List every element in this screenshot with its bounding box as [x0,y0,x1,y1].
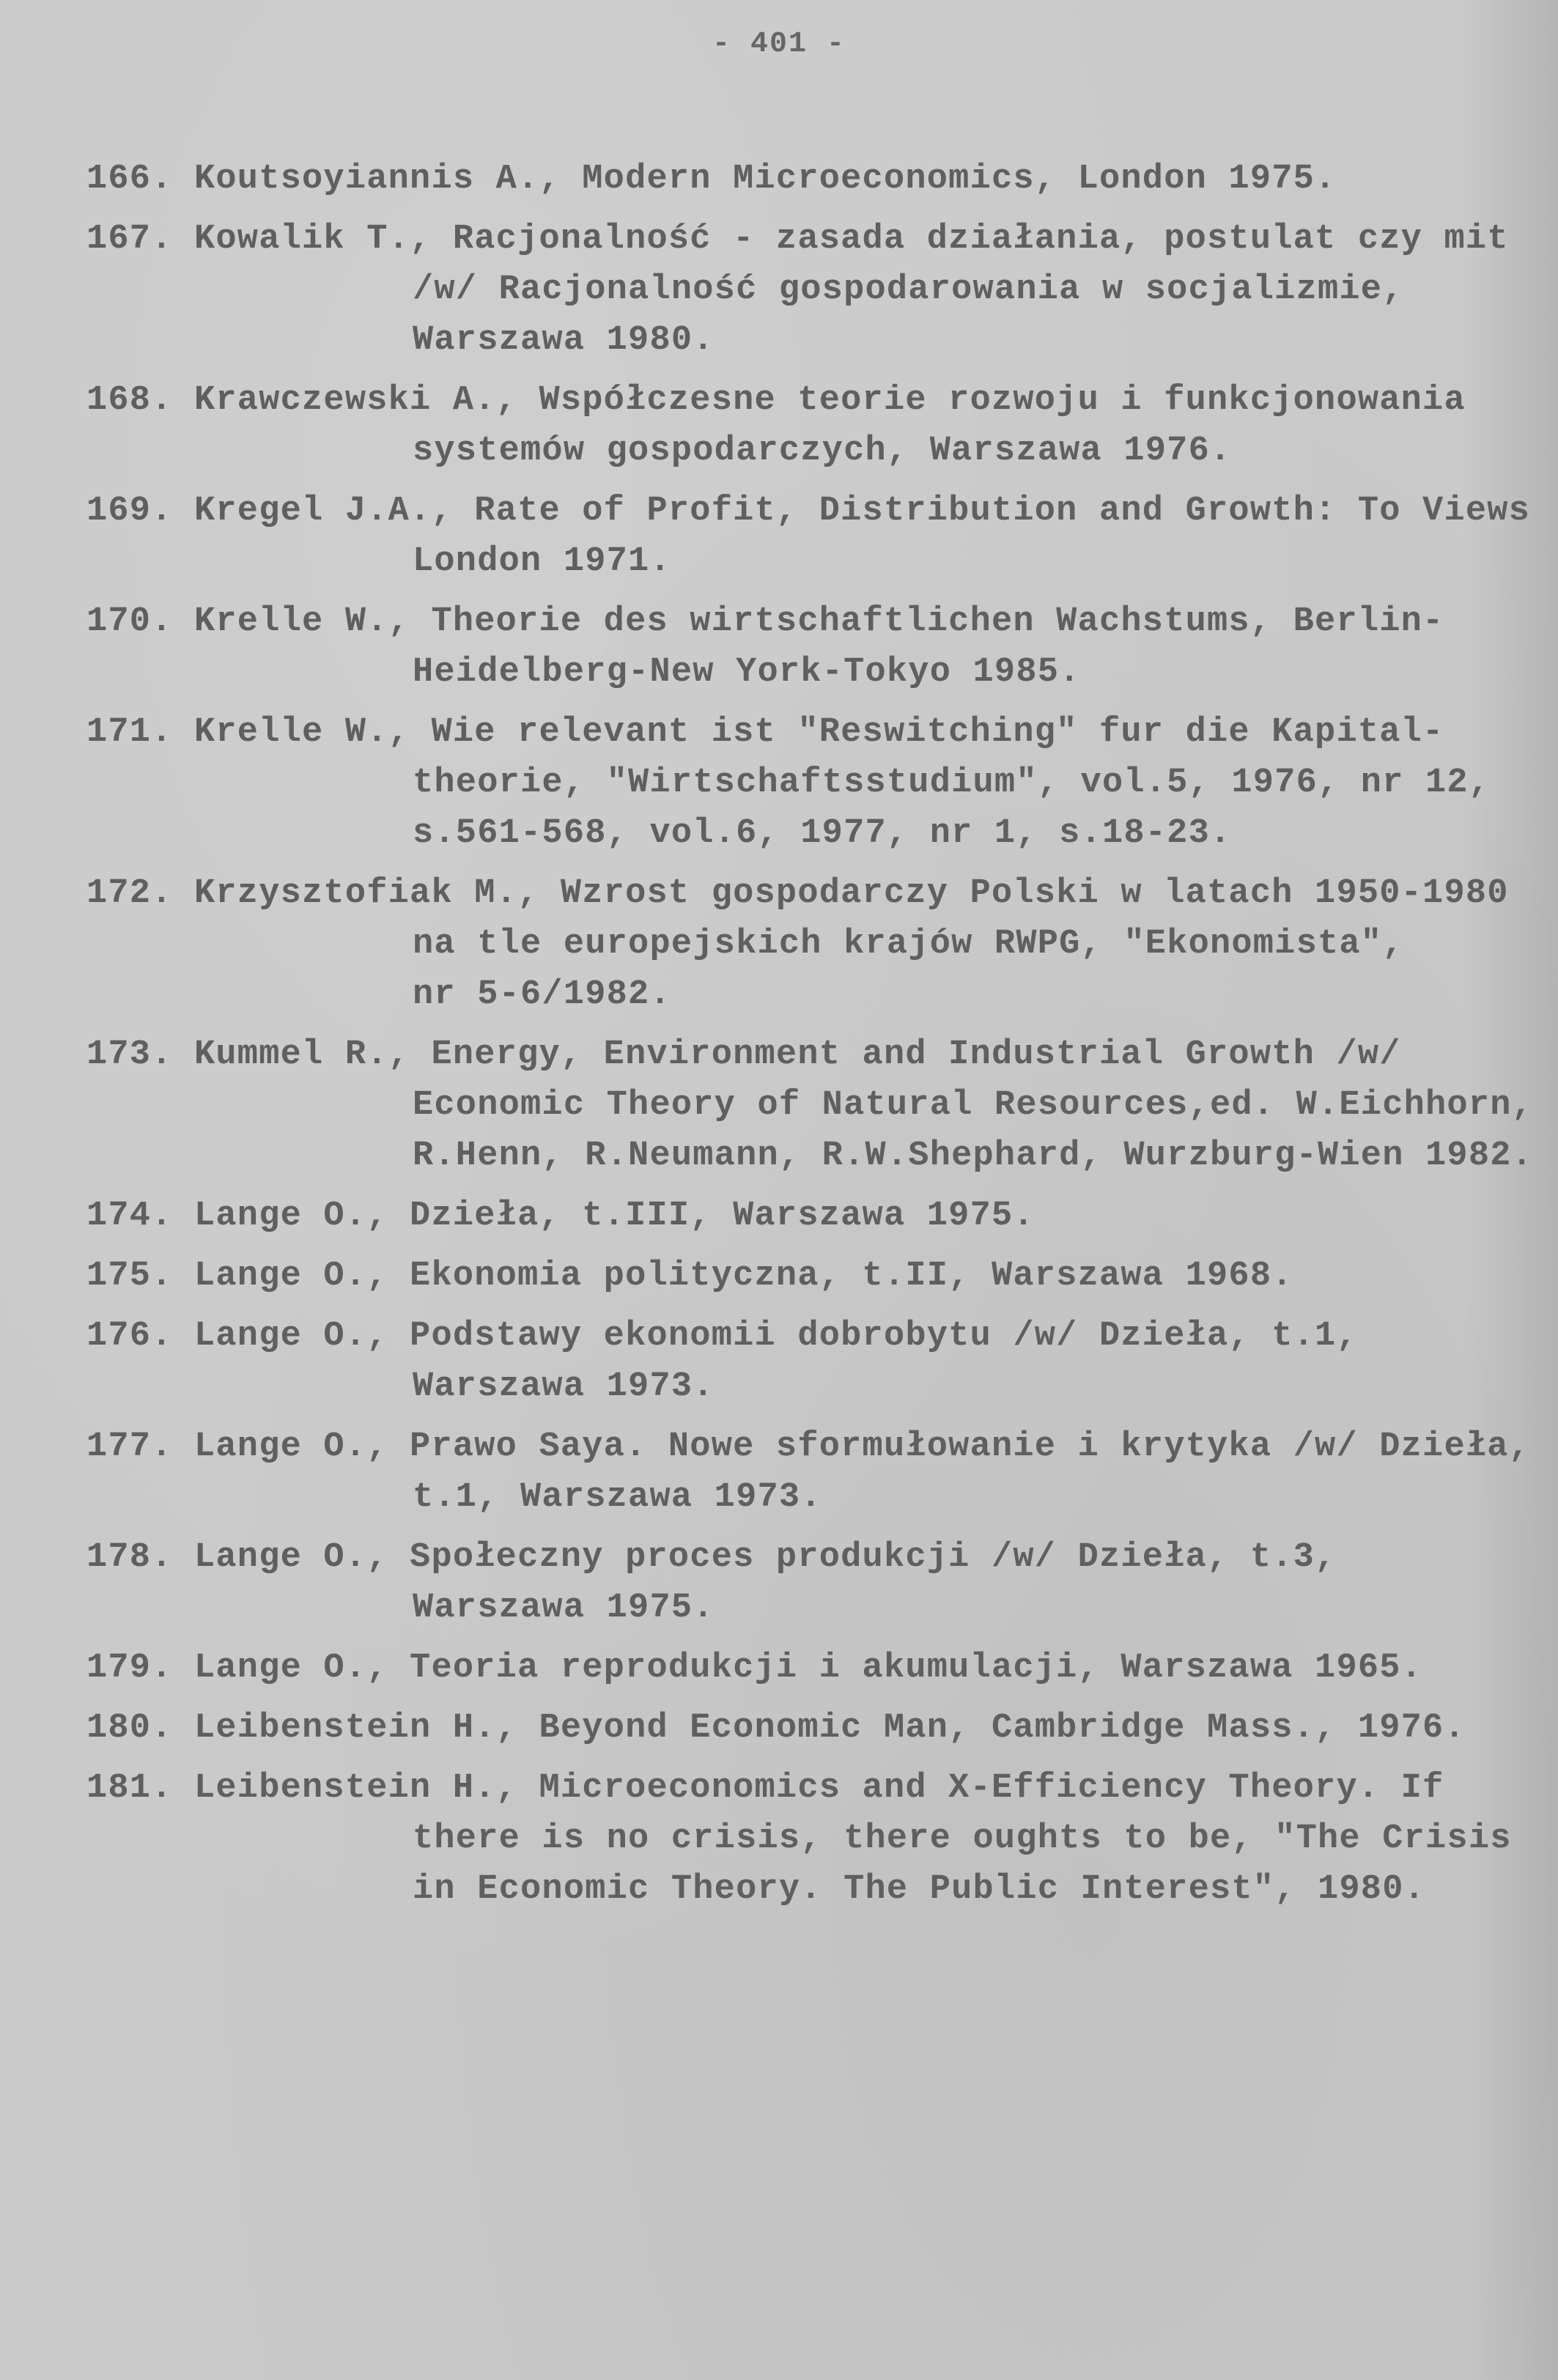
entry-line-continuation: Warszawa 1975. [413,1589,715,1627]
entry-line-first: Leibenstein H., Beyond Economic Man, Cambridge Mass., 1976. [194,1709,1466,1748]
entry-text [194,1763,1558,1915]
entry-line-continuation: in Economic Theory. The Public Interest", 1980. [413,1870,1426,1909]
entry-line-first: Lange O., Społeczny proces produkcji /w/ Dzieła, t.3, [194,1538,1337,1577]
entry-text [194,868,1558,1020]
entry-line-continuation: s.561-568, vol.6, 1977, nr 1, s.18-23. [413,814,1232,853]
entry-text [194,214,1558,366]
entry-text [194,1030,1558,1181]
entry-number: 177. [86,1427,173,1466]
entry-line-continuation: R.Henn, R.Neumann, R.W.Shephard, Wurzburg-Wien 1982. [413,1137,1534,1175]
entry-text [194,1532,1558,1633]
bibliography-entry [86,486,1558,587]
entry-line-first: Krelle W., Theorie des wirtschaftlichen Wachstums, Berlin- [194,602,1444,641]
entry-line-first: Leibenstein H., Microeconomics and X-Efficiency Theory. If [194,1769,1444,1808]
bibliography-entry [86,375,1558,476]
entry-line-first: Lange O., Ekonomia polityczna, t.II, Warszawa 1968. [194,1257,1293,1296]
entry-line-first: Krelle W., Wie relevant ist "Reswitching" fur die Kapital- [194,713,1444,752]
entry-line-continuation: na tle europejskich krajów RWPG, "Ekonomista", [413,925,1404,964]
entry-number: 173. [86,1035,173,1074]
entry-line-continuation: Warszawa 1973. [413,1367,715,1406]
entry-line-first: Kummel R., Energy, Environment and Industrial Growth /w/ [194,1035,1401,1074]
entry-text [194,154,1558,204]
entry-text [194,707,1558,859]
bibliography-entry [86,868,1558,1020]
bibliography-entry [86,1191,1558,1241]
entry-line-first: Koutsoyiannis A., Modern Microeconomics, London 1975. [194,160,1337,199]
entry-line-first: Kowalik T., Racjonalność - zasada działania, postulat czy mit [194,220,1509,259]
entry-line-first: Krawczewski A., Współczesne teorie rozwoju i funkcjonowania [194,381,1466,420]
entry-line-first: Krzysztofiak M., Wzrost gospodarczy Polski w latach 1950-1980 [194,874,1509,913]
entry-number: 174. [86,1197,173,1235]
entry-number: 167. [86,220,173,259]
entry-number: 166. [86,160,173,199]
entry-text [194,375,1558,476]
bibliography-entry [86,214,1558,366]
entry-number: 179. [86,1649,173,1688]
entry-line-first: Lange O., Podstawy ekonomii dobrobytu /w/ Dzieła, t.1, [194,1317,1358,1356]
bibliography-entry [86,1532,1558,1633]
entry-line-first: Lange O., Dzieła, t.III, Warszawa 1975. [194,1197,1035,1235]
entry-number: 180. [86,1709,173,1748]
bibliography-entry [86,1311,1558,1412]
entry-line-continuation: t.1, Warszawa 1973. [413,1478,822,1517]
bibliography-entry [86,1251,1558,1301]
bibliography-entry [86,154,1558,204]
entry-line-continuation: theorie, "Wirtschaftsstudium", vol.5, 1976, nr 12, [413,764,1491,802]
bibliography-entry [86,1643,1558,1693]
entry-number: 171. [86,713,173,752]
entry-line-first: Lange O., Teoria reprodukcji i akumulacji, Warszawa 1965. [194,1649,1423,1688]
entry-line-continuation: there is no crisis, there oughts to be, "The Crisis [413,1819,1512,1858]
entry-line-continuation: Warszawa 1980. [413,321,715,360]
entry-text [194,1191,1558,1241]
bibliography-list [0,154,1558,1924]
entry-number: 172. [86,874,173,913]
entry-text [194,1311,1558,1412]
entry-line-continuation: nr 5-6/1982. [413,975,671,1014]
entry-text [194,1422,1558,1523]
bibliography-entry [86,1703,1558,1753]
entry-number: 169. [86,492,173,531]
bibliography-entry [86,1030,1558,1181]
entry-line-continuation: systemów gospodarczych, Warszawa 1976. [413,432,1232,470]
entry-line-continuation: Economic Theory of Natural Resources,ed. W.Eichhorn, [413,1086,1534,1125]
entry-number: 170. [86,602,173,641]
entry-line-continuation: London 1971. [413,542,671,581]
page-number: - 401 - [712,28,846,61]
bibliography-entry [86,707,1558,859]
entry-line-first: Lange O., Prawo Saya. Nowe sformułowanie i krytyka /w/ Dzieła, [194,1427,1531,1466]
entry-number: 178. [86,1538,173,1577]
entry-text [194,1643,1558,1693]
entry-text [194,1703,1558,1753]
bibliography-entry [86,1422,1558,1523]
bibliography-entry [86,596,1558,698]
entry-line-first: Kregel J.A., Rate of Profit, Distribution and Growth: To Views [194,492,1531,531]
entry-line-continuation: Heidelberg-New York-Tokyo 1985. [413,653,1081,692]
entry-number: 168. [86,381,173,420]
entry-line-continuation: /w/ Racjonalność gospodarowania w socjalizmie, [413,270,1404,309]
entry-text [194,596,1558,698]
entry-number: 176. [86,1317,173,1356]
entry-text [194,1251,1558,1301]
bibliography-entry [86,1763,1558,1915]
entry-text [194,486,1558,587]
entry-number: 181. [86,1769,173,1808]
entry-number: 175. [86,1257,173,1296]
